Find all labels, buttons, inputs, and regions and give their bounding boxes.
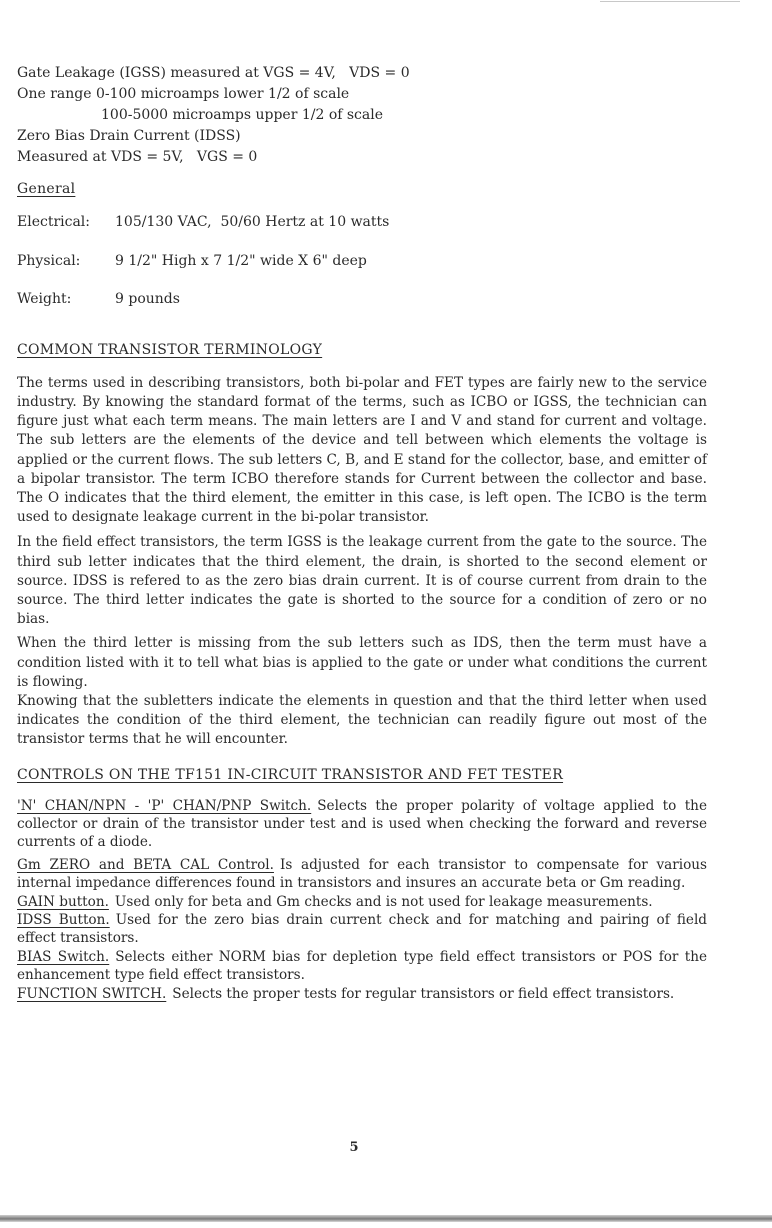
control-name: FUNCTION SWITCH. bbox=[17, 985, 167, 1002]
control-name: Gm ZERO and BETA CAL Control. bbox=[17, 856, 274, 873]
control-name: 'N' CHAN/NPN - 'P' CHAN/PNP Switch. bbox=[17, 797, 312, 814]
spec-range-upper: 100-5000 microamps upper 1/2 of scale bbox=[101, 107, 384, 123]
control-item-idss bbox=[17, 911, 707, 948]
general-value: 9 1/2" High x 7 1/2" wide X 6" deep bbox=[115, 252, 367, 269]
general-value: 9 pounds bbox=[115, 290, 180, 307]
terminology-heading: COMMON TRANSISTOR TERMINOLOGY bbox=[17, 341, 323, 358]
control-name: IDSS Button. bbox=[17, 911, 110, 928]
general-value: 105/130 VAC, 50/60 Hertz at 10 watts bbox=[115, 213, 390, 230]
terminology-section bbox=[17, 374, 707, 750]
control-description: Used only for beta and Gm checks and is not used for leakage measurements. bbox=[114, 893, 653, 910]
controls-section bbox=[17, 797, 707, 1003]
general-label: Weight: bbox=[17, 290, 72, 307]
terminology-paragraph: The terms used in describing transistors, both bi-polar and FET types are fairly new to the service industry. By knowing the standard format of the terms, such as ICBO or IGSS, the technician can figure just what each term means. The main letters are I and V and stand for current and voltage. The sub letters are the elements of the device and tell between which elements the voltage is applied or the current flows. The sub letters C, B, and E stand for the collector, base, and emitter of a bipolar transistor. The term ICBO therefore stands for Current between the collector and base. The O indicates that the third element, the emitter in this case, is left open. The ICBO is the term used to designate leakage current in the bi-polar transistor. bbox=[17, 374, 707, 526]
control-description: Selects the proper tests for regular transistors or field effect transistors. bbox=[172, 985, 675, 1002]
spec-range-lower: One range 0-100 microamps lower 1/2 of scale bbox=[17, 86, 350, 102]
control-description: Selects the proper polarity of voltage applied to the collector or drain of the transistor under test and is used when checking the forward and reverse currents of a diode. bbox=[17, 797, 707, 851]
general-row-electrical bbox=[17, 213, 707, 232]
control-description: Is adjusted for each transistor to compensate for various internal impedance differences found in transistors and insures an accurate beta or Gm reading. bbox=[17, 856, 707, 892]
spec-zero-bias: Zero Bias Drain Current (IDSS) bbox=[17, 128, 241, 144]
general-row-weight bbox=[17, 290, 707, 309]
general-row-physical bbox=[17, 252, 707, 271]
general-specs bbox=[17, 213, 707, 309]
spec-measured: Measured at VDS = 5V, VGS = 0 bbox=[17, 149, 258, 165]
control-item-bias bbox=[17, 948, 707, 985]
control-item-function bbox=[17, 985, 707, 1003]
control-item-gain bbox=[17, 893, 707, 911]
control-item-polarity bbox=[17, 797, 707, 852]
control-description: Selects either NORM bias for depletion type field effect transistors or POS for the enhancement type field effect transistors. bbox=[17, 948, 707, 984]
page-number: 5 bbox=[349, 1140, 359, 1155]
terminology-paragraph: Knowing that the subletters indicate the elements in question and that the third letter when used indicates the condition of the third element, the technician can readily figure out most of the transistor terms that he will encounter. bbox=[17, 693, 707, 748]
general-heading: General bbox=[17, 181, 76, 197]
scan-edge-line bbox=[600, 1, 740, 2]
terminology-paragraph: When the third letter is missing from the sub letters such as IDS, then the term must have a condition listed with it to tell what bias is applied to the gate or under what conditions the current is flowing. bbox=[17, 635, 707, 690]
control-description: Used for the zero bias drain current check and for matching and pairing of field effect transistors. bbox=[17, 911, 707, 947]
terminology-paragraph: In the field effect transistors, the term IGSS is the leakage current from the gate to the source. The third sub letter indicates that the third element, the drain, is shorted to the second element or source. IDSS is refered to as the zero bias drain current. It is of course current from drain to the source. The third letter indicates the gate is shorted to the source for a condition of zero or no bias. bbox=[17, 534, 707, 628]
control-name: BIAS Switch. bbox=[17, 948, 110, 965]
page-bottom-edge bbox=[0, 1215, 772, 1222]
control-item-gm-zero bbox=[17, 856, 707, 893]
general-label: Physical: bbox=[17, 252, 81, 269]
general-label: Electrical: bbox=[17, 213, 91, 230]
spec-gate-leakage: Gate Leakage (IGSS) measured at VGS = 4V, VDS = 0 bbox=[17, 65, 410, 81]
spec-block bbox=[17, 64, 707, 169]
manual-page bbox=[17, 64, 707, 1003]
controls-heading: CONTROLS ON THE TF151 IN-CIRCUIT TRANSISTOR AND FET TESTER bbox=[17, 766, 564, 783]
control-name: GAIN button. bbox=[17, 893, 109, 910]
